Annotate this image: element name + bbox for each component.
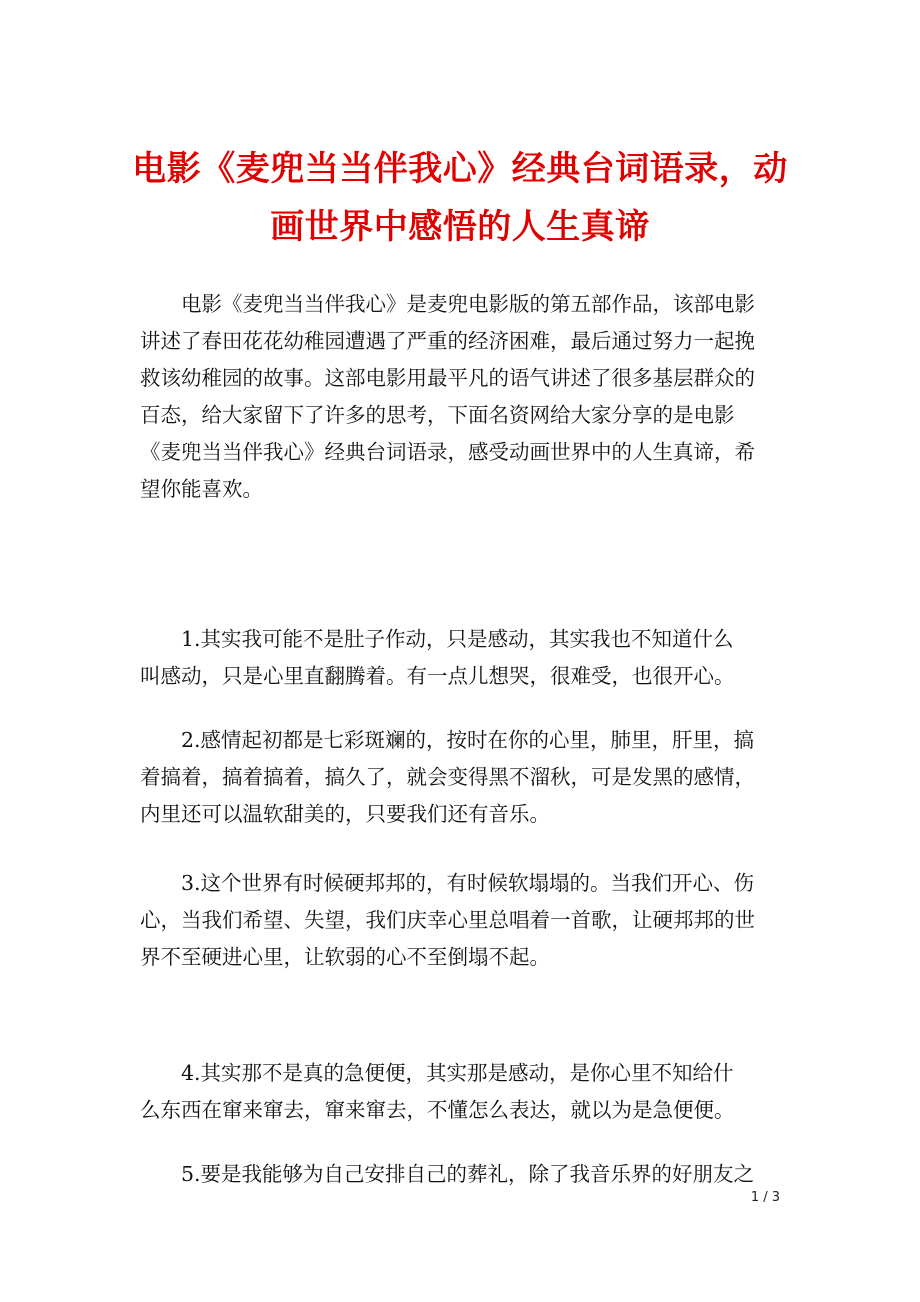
quote-paragraph-3: 3.这个世界有时候硬邦邦的，有时候软塌塌的。当我们开心、伤 心，当我们希望、失望，我们庆幸心里总唱着一首歌，让硬邦邦的世 界不至硬进心里，让软弱的心不至倒塌不起。 [140,871,755,969]
quote-paragraph-1: 1.其实我可能不是肚子作动，只是感动，其实我也不知道什么 叫感动，只是心里直翻腾着。有一点儿想哭，很难受，也很开心。 [140,627,735,688]
quote-paragraph-5: 5.要是我能够为自己安排自己的葬礼，除了我音乐界的好朋友之 [140,1162,755,1186]
document-title: 电影《麦兜当当伴我心》经典台词语录，动 画世界中感悟的人生真谛 [132,149,788,247]
quote-paragraph-4: 4.其实那不是真的急便便，其实那是感动，是你心里不知给什 么东西在窜来窜去，窜来窜去，不懂怎么表达，就以为是急便便。 [140,1061,735,1122]
page-number: 1 / 3 [750,1190,780,1205]
quote-paragraph-2: 2.感情起初都是七彩斑斓的，按时在你的心里，肺里，肝里，搞 着搞着，搞着搞着，搞久了，就会变得黑不溜秋，可是发黑的感情， 内里还可以温软甜美的，只要我们还有音乐。 [140,728,755,826]
intro-paragraph: 电影《麦兜当当伴我心》是麦兜电影版的第五部作品，该部电影 讲述了春田花花幼稚园遭遇了严重的经济困难，最后通过努力一起挽 救该幼稚园的故事。这部电影用最平凡的语气讲述了很多基层群众的 百态，给大家留下了许多的思考，下面名资网给大家分享的是电影 《麦兜当当伴我心》经典台词语录，感受动画世界中的人生真谛，希 望你能喜欢。 [140,292,755,501]
